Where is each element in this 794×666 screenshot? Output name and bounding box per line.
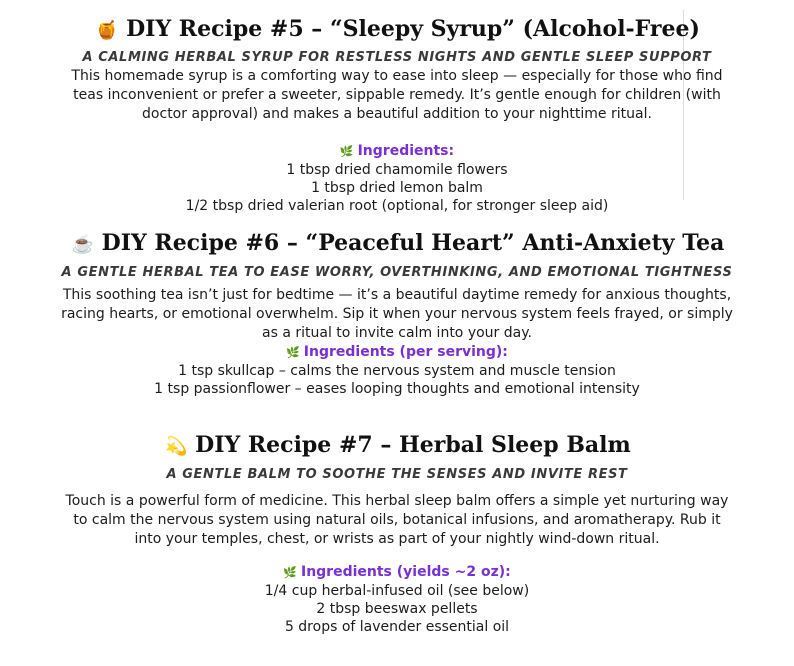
recipe-6-subtitle: A GENTLE HERBAL TEA TO EASE WORRY, OVERTHINKING, AND EMOTIONAL TIGHTNESS <box>61 265 733 280</box>
ingredient-item: 1 tbsp dried lemon balm <box>311 180 483 196</box>
dizzy-star-icon: 💫 <box>164 436 188 457</box>
herb-leaf-icon: 🌿 <box>339 145 354 158</box>
herb-leaf-icon: 🌿 <box>286 346 300 359</box>
recipe-7-description: Touch is a powerful form of medicine. This herbal sleep balm offers a simple yet nurturing way to calm the nervous system using natural oils, botanical infusions, and aromatherapy. Rub it into your temples, chest, or wrists as part of your nightly wind-down ritual. <box>65 493 729 547</box>
recipe-5-section <box>0 14 794 214</box>
coffee-cup-icon: ☕ <box>71 234 94 255</box>
ingredient-item: 1/2 tbsp dried valerian root (optional, for stronger sleep aid) <box>185 198 609 214</box>
ingredient-item: 1 tbsp dried chamomile flowers <box>286 162 508 178</box>
ingredient-item: 1 tsp passionflower – eases looping thoughts and emotional intensity <box>154 381 640 397</box>
ingredient-item: 1/4 cup herbal-infused oil (see below) <box>264 583 530 599</box>
recipe-6-ingredients-heading: 🌿 Ingredients (per serving): <box>286 344 508 360</box>
ingredient-item: 5 drops of lavender essential oil <box>284 619 510 635</box>
recipe-7-subtitle: A GENTLE BALM TO SOOTHE THE SENSES AND INVITE REST <box>166 467 628 482</box>
recipe-7-title-text: DIY Recipe #7 – Herbal Sleep Balm <box>195 432 631 458</box>
recipe-6-title <box>0 228 794 260</box>
honey-pot-icon: 🍯 <box>95 20 119 41</box>
recipe-6-title-text: DIY Recipe #6 – “Peaceful Heart” Anti-Anxiety Tea <box>101 230 725 256</box>
ingredient-item: 2 tbsp beeswax pellets <box>316 601 478 617</box>
recipe-5-title-text: DIY Recipe #5 – “Sleepy Syrup” (Alcohol-Free) <box>126 16 700 42</box>
recipe-7-title <box>0 430 794 462</box>
recipe-5-title <box>0 14 794 46</box>
herb-leaf-icon: 🌿 <box>283 566 297 579</box>
ingredient-item: 1 tsp skullcap – calms the nervous system and muscle tension <box>178 363 616 379</box>
recipe-5-subtitle: A CALMING HERBAL SYRUP FOR RESTLESS NIGHTS AND GENTLE SLEEP SUPPORT <box>82 50 712 65</box>
recipe-7-section <box>0 430 794 636</box>
recipe-6-description: This soothing tea isn’t just for bedtime — it’s a beautiful daytime remedy for anxious thoughts, racing hearts, or emotional overwhelm. Sip it when your nervous system feels frayed, or simply as a ritual to invite calm into your day. <box>61 287 733 341</box>
recipe-5-ingredients-heading: 🌿 Ingredients: <box>339 143 455 159</box>
recipe-7-ingredients-heading: 🌿 Ingredients (yields ~2 oz): <box>283 564 511 580</box>
recipe-5-description: This homemade syrup is a comforting way to ease into sleep — especially for those who find teas inconvenient or prefer a sweeter, sippable remedy. It’s gentle enough for children (with doctor approval) and makes a beautiful addition to your nighttime ritual. <box>71 68 723 122</box>
recipe-6-section <box>0 228 794 398</box>
